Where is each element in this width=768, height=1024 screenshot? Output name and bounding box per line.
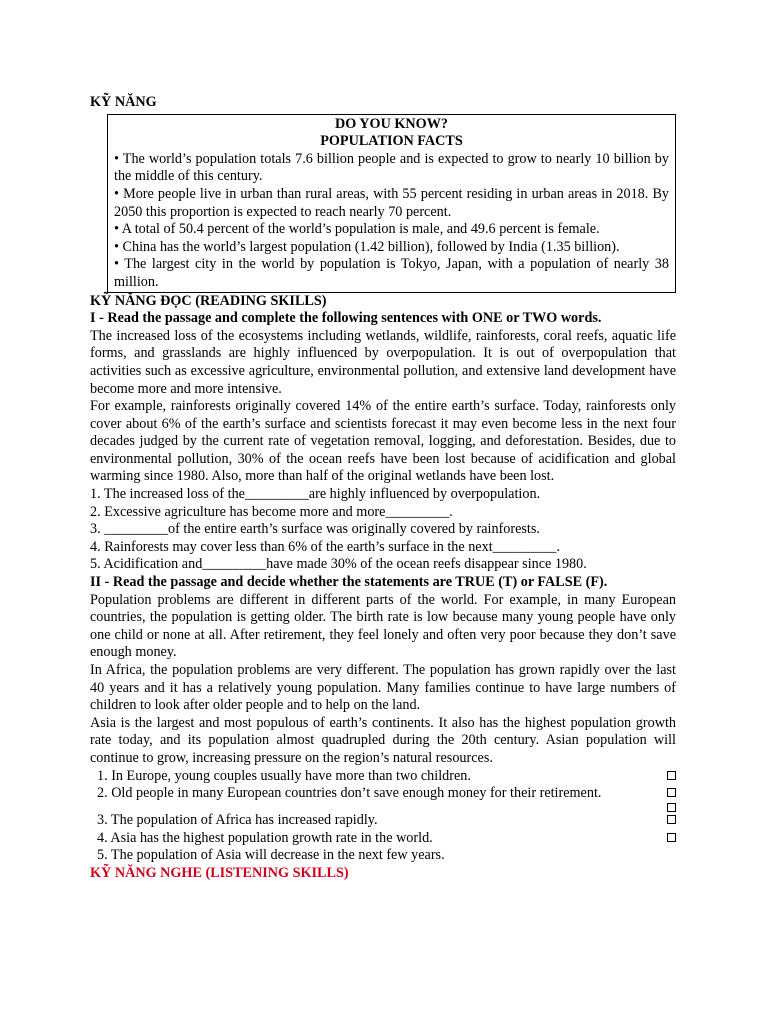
completion-question: 2. Excessive agriculture has become more and more_________. — [90, 503, 453, 520]
part2-instruction: II - Read the passage and decide whether the statements are TRUE (T) or FALSE (F). — [90, 574, 608, 591]
part1-paragraph: For example, rainforests originally covered 14% of the entire earth’s surface. Today, rainforests only cover about 6% of the earth’s surface and scientists forecast it may even become less in the next four decades judged by the current rate of vegetation removal, logging, and deforestation. Besides, due to environmental pollution, 30% of the ocean reefs have been lost because of acidification and global warming since 1980. Also, more than half of the original wetlands have been lost. — [90, 398, 676, 485]
answer-checkbox[interactable] — [667, 803, 676, 812]
answer-checkbox[interactable] — [667, 833, 676, 842]
fact-item: • The world’s population totals 7.6 billion people and is expected to grow to nearly 10 billion by the middle of this century. — [114, 150, 669, 185]
reading-skills-heading: KỸ NĂNG ĐỌC (READING SKILLS) — [90, 292, 327, 309]
statement-text: 3. The population of Africa has increased rapidly. — [97, 812, 378, 829]
facts-box-subtitle: POPULATION FACTS — [320, 133, 463, 150]
answer-checkbox[interactable] — [667, 771, 676, 780]
statement-text: 1. In Europe, young couples usually have more than two children. — [97, 767, 471, 784]
worksheet-page — [90, 94, 676, 883]
part1-paragraph: The increased loss of the ecosystems including wetlands, wildlife, rainforests, coral reefs, aquatic life forms, and grasslands are highly influenced by overpopulation. It is out of overpopulation that activities such as excessive agriculture, environmental pollution, and extensive land development have become more and more intensive. — [90, 327, 676, 397]
part2-paragraph: Asia is the largest and most populous of earth’s continents. It also has the highest population growth rate today, and its population almost quadrupled during the 20th century. Asian population will continue to grow, increasing pressure on the region’s natural resources. — [90, 714, 676, 766]
statement-row — [90, 768, 676, 786]
top-heading: KỸ NĂNG — [90, 94, 157, 110]
statement-text: 2. Old people in many European countries don’t save enough money for their retirement. — [97, 785, 602, 802]
part2-paragraph: In Africa, the population problems are very different. The population has grown rapidly over the last 40 years and it has a relatively young population. Many families continue to have large numbers of children to look after older people and to help on the land. — [90, 662, 676, 714]
fact-item: • A total of 50.4 percent of the world’s population is male, and 49.6 percent is female. — [114, 221, 600, 238]
statement-row — [90, 785, 676, 812]
answer-checkbox[interactable] — [667, 815, 676, 824]
statement-text: 5. The population of Asia will decrease in the next few years. — [97, 847, 445, 864]
statement-row — [90, 812, 676, 830]
part2-paragraph: Population problems are different in different parts of the world. For example, in many European countries, the population is getting older. The birth rate is low because many young people have only one child or none at all. After retirement, they feel lonely and often very poor because they don’t save enough money. — [90, 591, 676, 661]
statement-row — [90, 830, 676, 848]
answer-checkbox[interactable] — [667, 788, 676, 797]
facts-box-title: DO YOU KNOW? — [335, 115, 448, 132]
statement-row — [90, 847, 676, 865]
true-false-statements — [90, 768, 676, 865]
listening-skills-heading: KỸ NĂNG NGHE (LISTENING SKILLS) — [90, 864, 349, 881]
completion-question: 5. Acidification and_________have made 30% of the ocean reefs disappear since 1980. — [90, 556, 587, 573]
completion-question: 3. _________of the entire earth’s surface was originally covered by rainforests. — [90, 521, 540, 538]
fact-item: • The largest city in the world by population is Tokyo, Japan, with a population of nearly 38 million. — [114, 256, 669, 290]
completion-question: 4. Rainforests may cover less than 6% of the earth’s surface in the next_________. — [90, 538, 561, 555]
completion-question: 1. The increased loss of the_________are highly influenced by overpopulation. — [90, 486, 541, 503]
fact-item: • More people live in urban than rural areas, with 55 percent residing in urban areas in 2018. By 2050 this proportion is expected to reach nearly 70 percent. — [114, 185, 669, 220]
population-facts-box — [107, 114, 676, 293]
fact-item: • China has the world’s largest population (1.42 billion), followed by India (1.35 billion). — [114, 238, 620, 255]
part1-instruction: I - Read the passage and complete the following sentences with ONE or TWO words. — [90, 310, 602, 327]
statement-text: 4. Asia has the highest population growth rate in the world. — [97, 829, 433, 846]
